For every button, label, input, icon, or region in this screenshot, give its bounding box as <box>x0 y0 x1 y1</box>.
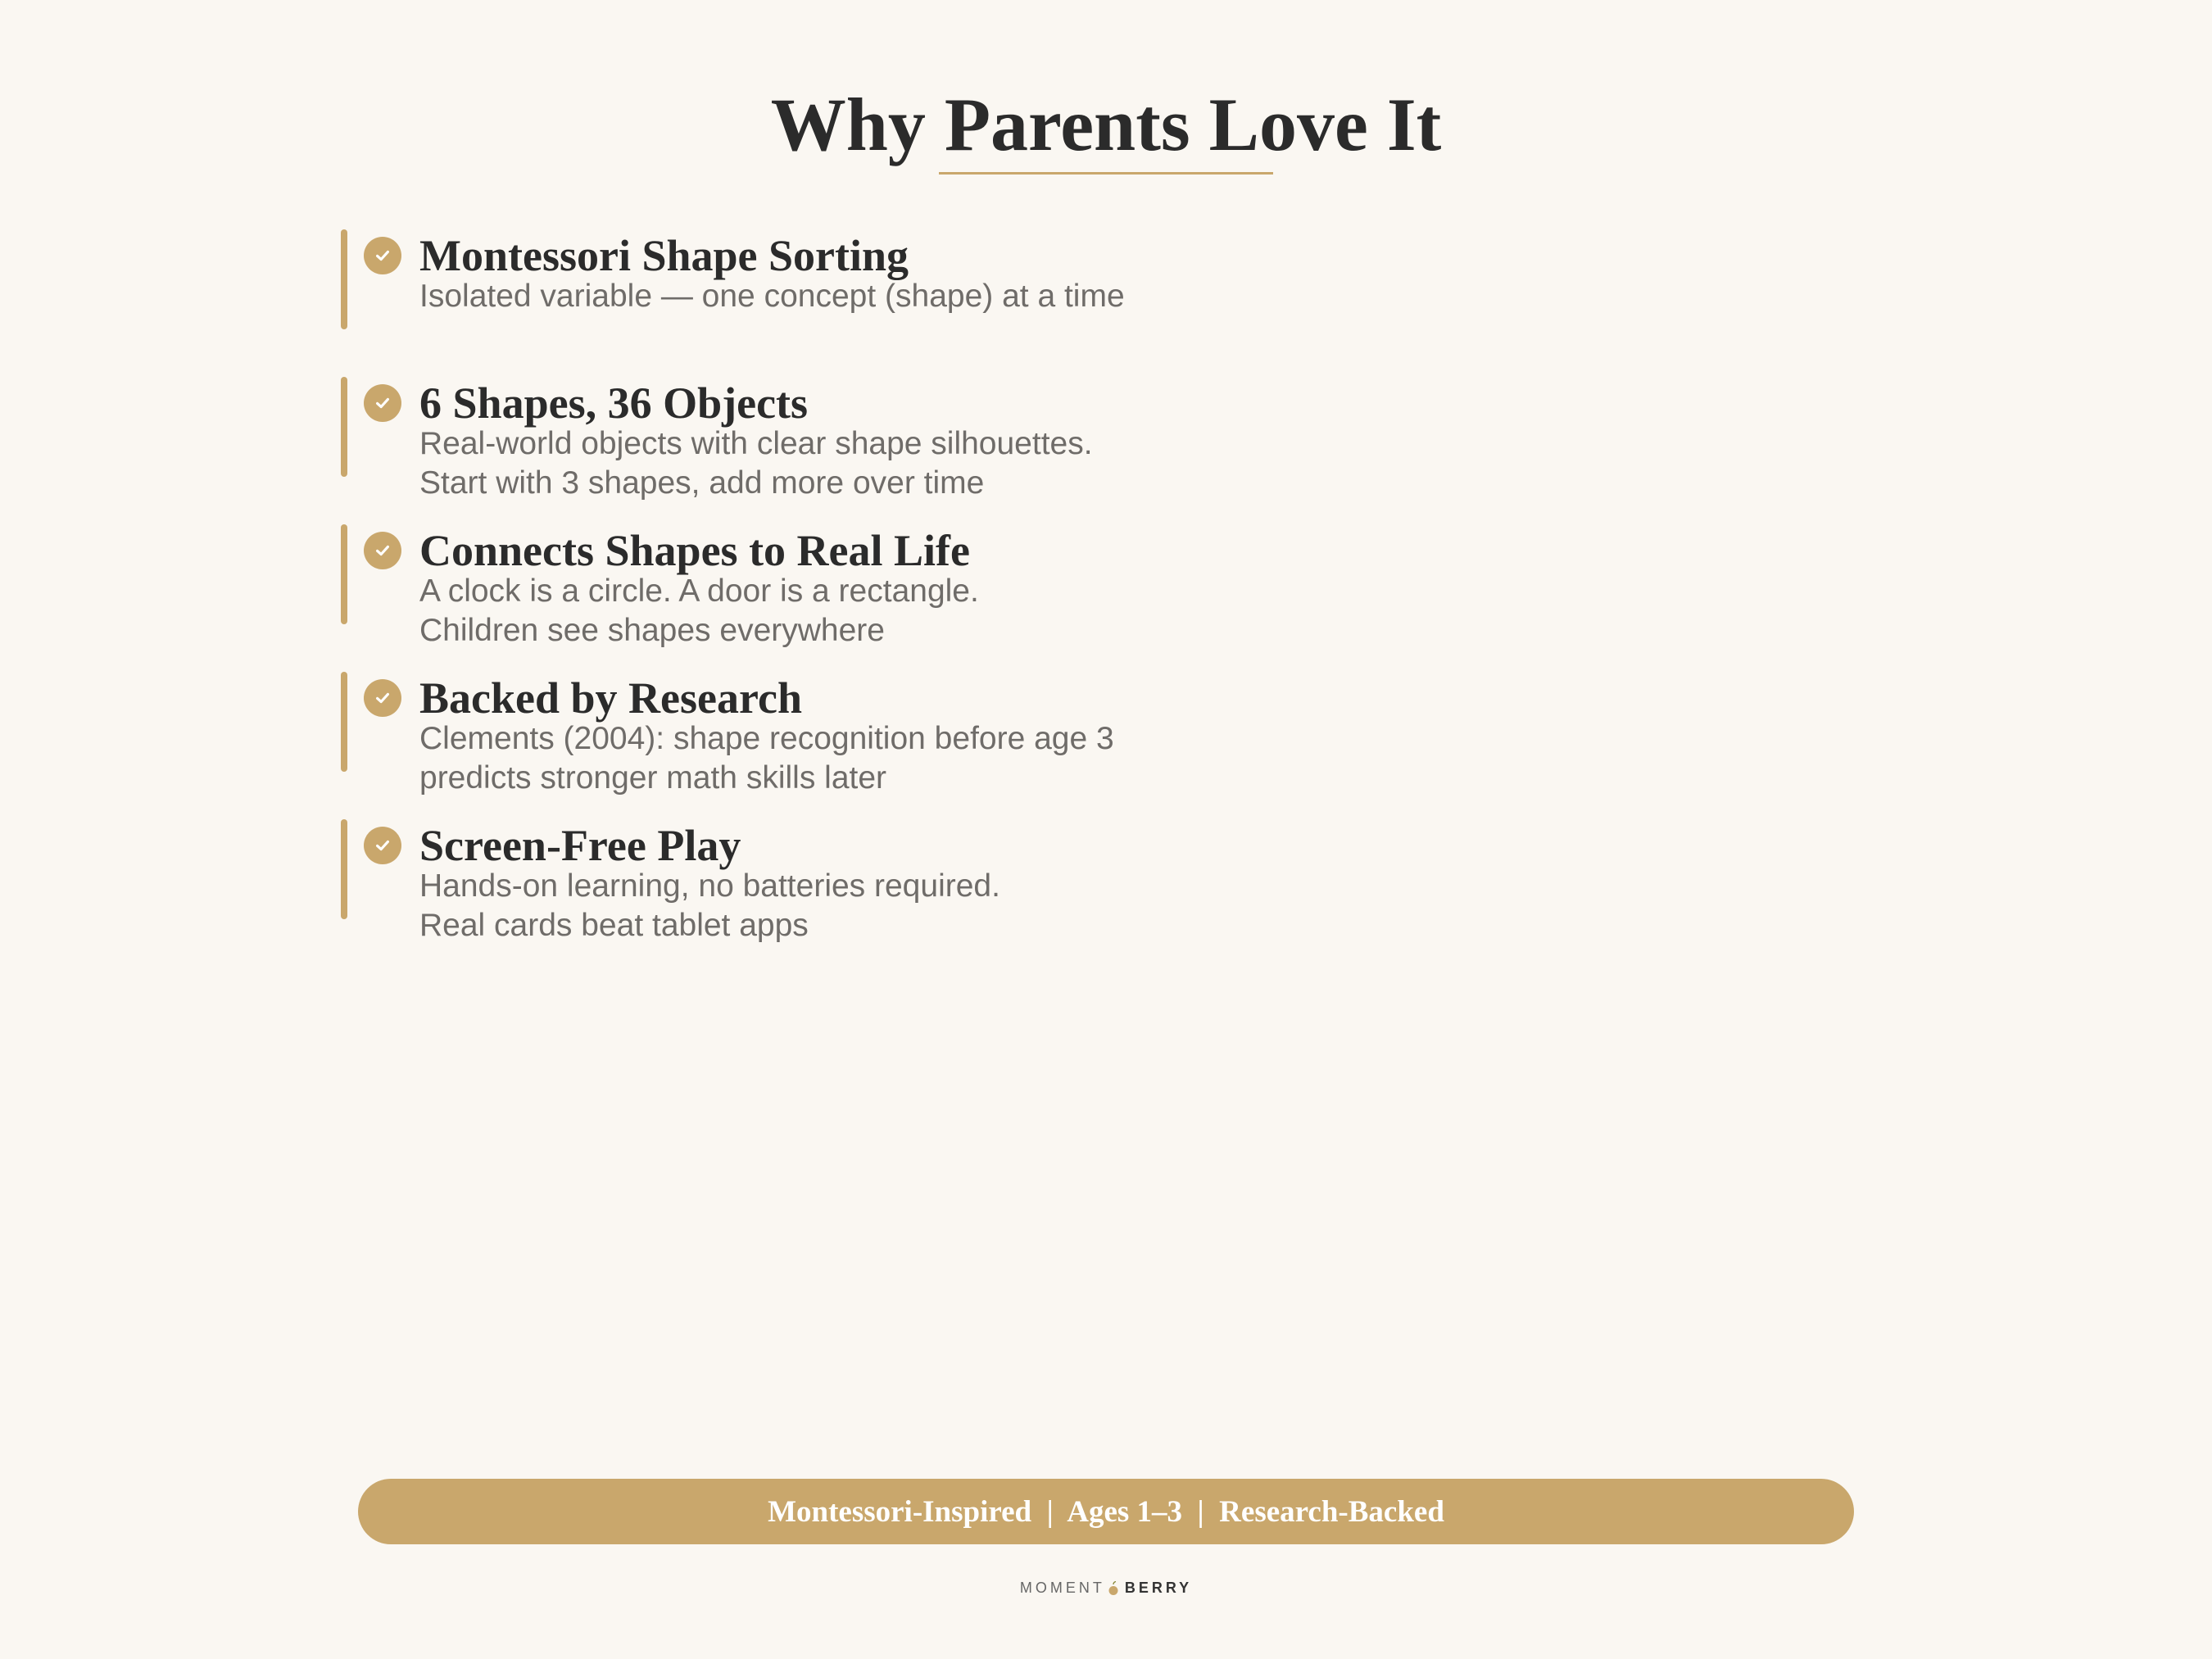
check-circle-icon <box>364 237 401 274</box>
feature-description: Isolated variable — one concept (shape) at a time <box>419 279 1125 314</box>
feature-list <box>341 229 1406 967</box>
feature-item <box>341 229 1406 377</box>
check-circle-icon <box>364 384 401 422</box>
page-title: Why Parents Love It <box>770 83 1442 166</box>
feature-item <box>341 524 1406 672</box>
feature-item <box>341 377 1406 524</box>
feature-accent-bar <box>341 377 347 477</box>
feature-accent-bar <box>341 524 347 624</box>
feature-accent-bar <box>341 819 347 919</box>
brand-word-berry: BERRY <box>1124 1580 1193 1596</box>
feature-description: Hands-on learning, no batteries required. Real cards beat tablet apps <box>419 868 1000 943</box>
check-circle-icon <box>364 827 401 864</box>
feature-accent-bar <box>341 229 347 329</box>
brand-word-moment: MOMENT <box>1019 1580 1105 1596</box>
title-underline <box>939 172 1273 175</box>
feature-item <box>341 672 1406 819</box>
feature-title: Screen-Free Play <box>419 821 741 870</box>
feature-title: 6 Shapes, 36 Objects <box>419 378 809 428</box>
feature-title: Connects Shapes to Real Life <box>419 526 970 575</box>
footer-tagline-banner: Montessori-Inspired | Ages 1–3 | Research-Backed <box>358 1479 1854 1544</box>
feature-description: A clock is a circle. A door is a rectangle. Children see shapes everywhere <box>419 573 979 648</box>
brand-logo <box>0 1580 2212 1597</box>
feature-title: Backed by Research <box>419 673 802 723</box>
feature-title: Montessori Shape Sorting <box>419 231 909 280</box>
check-circle-icon <box>364 679 401 717</box>
feature-accent-bar <box>341 672 347 772</box>
feature-description: Clements (2004): shape recognition before age 3 predicts stronger math skills later <box>419 721 1114 796</box>
check-circle-icon <box>364 532 401 569</box>
feature-description: Real-world objects with clear shape silhouettes. Start with 3 shapes, add more over time <box>419 426 1093 501</box>
berry-icon <box>1107 1581 1120 1596</box>
feature-item <box>341 819 1406 967</box>
